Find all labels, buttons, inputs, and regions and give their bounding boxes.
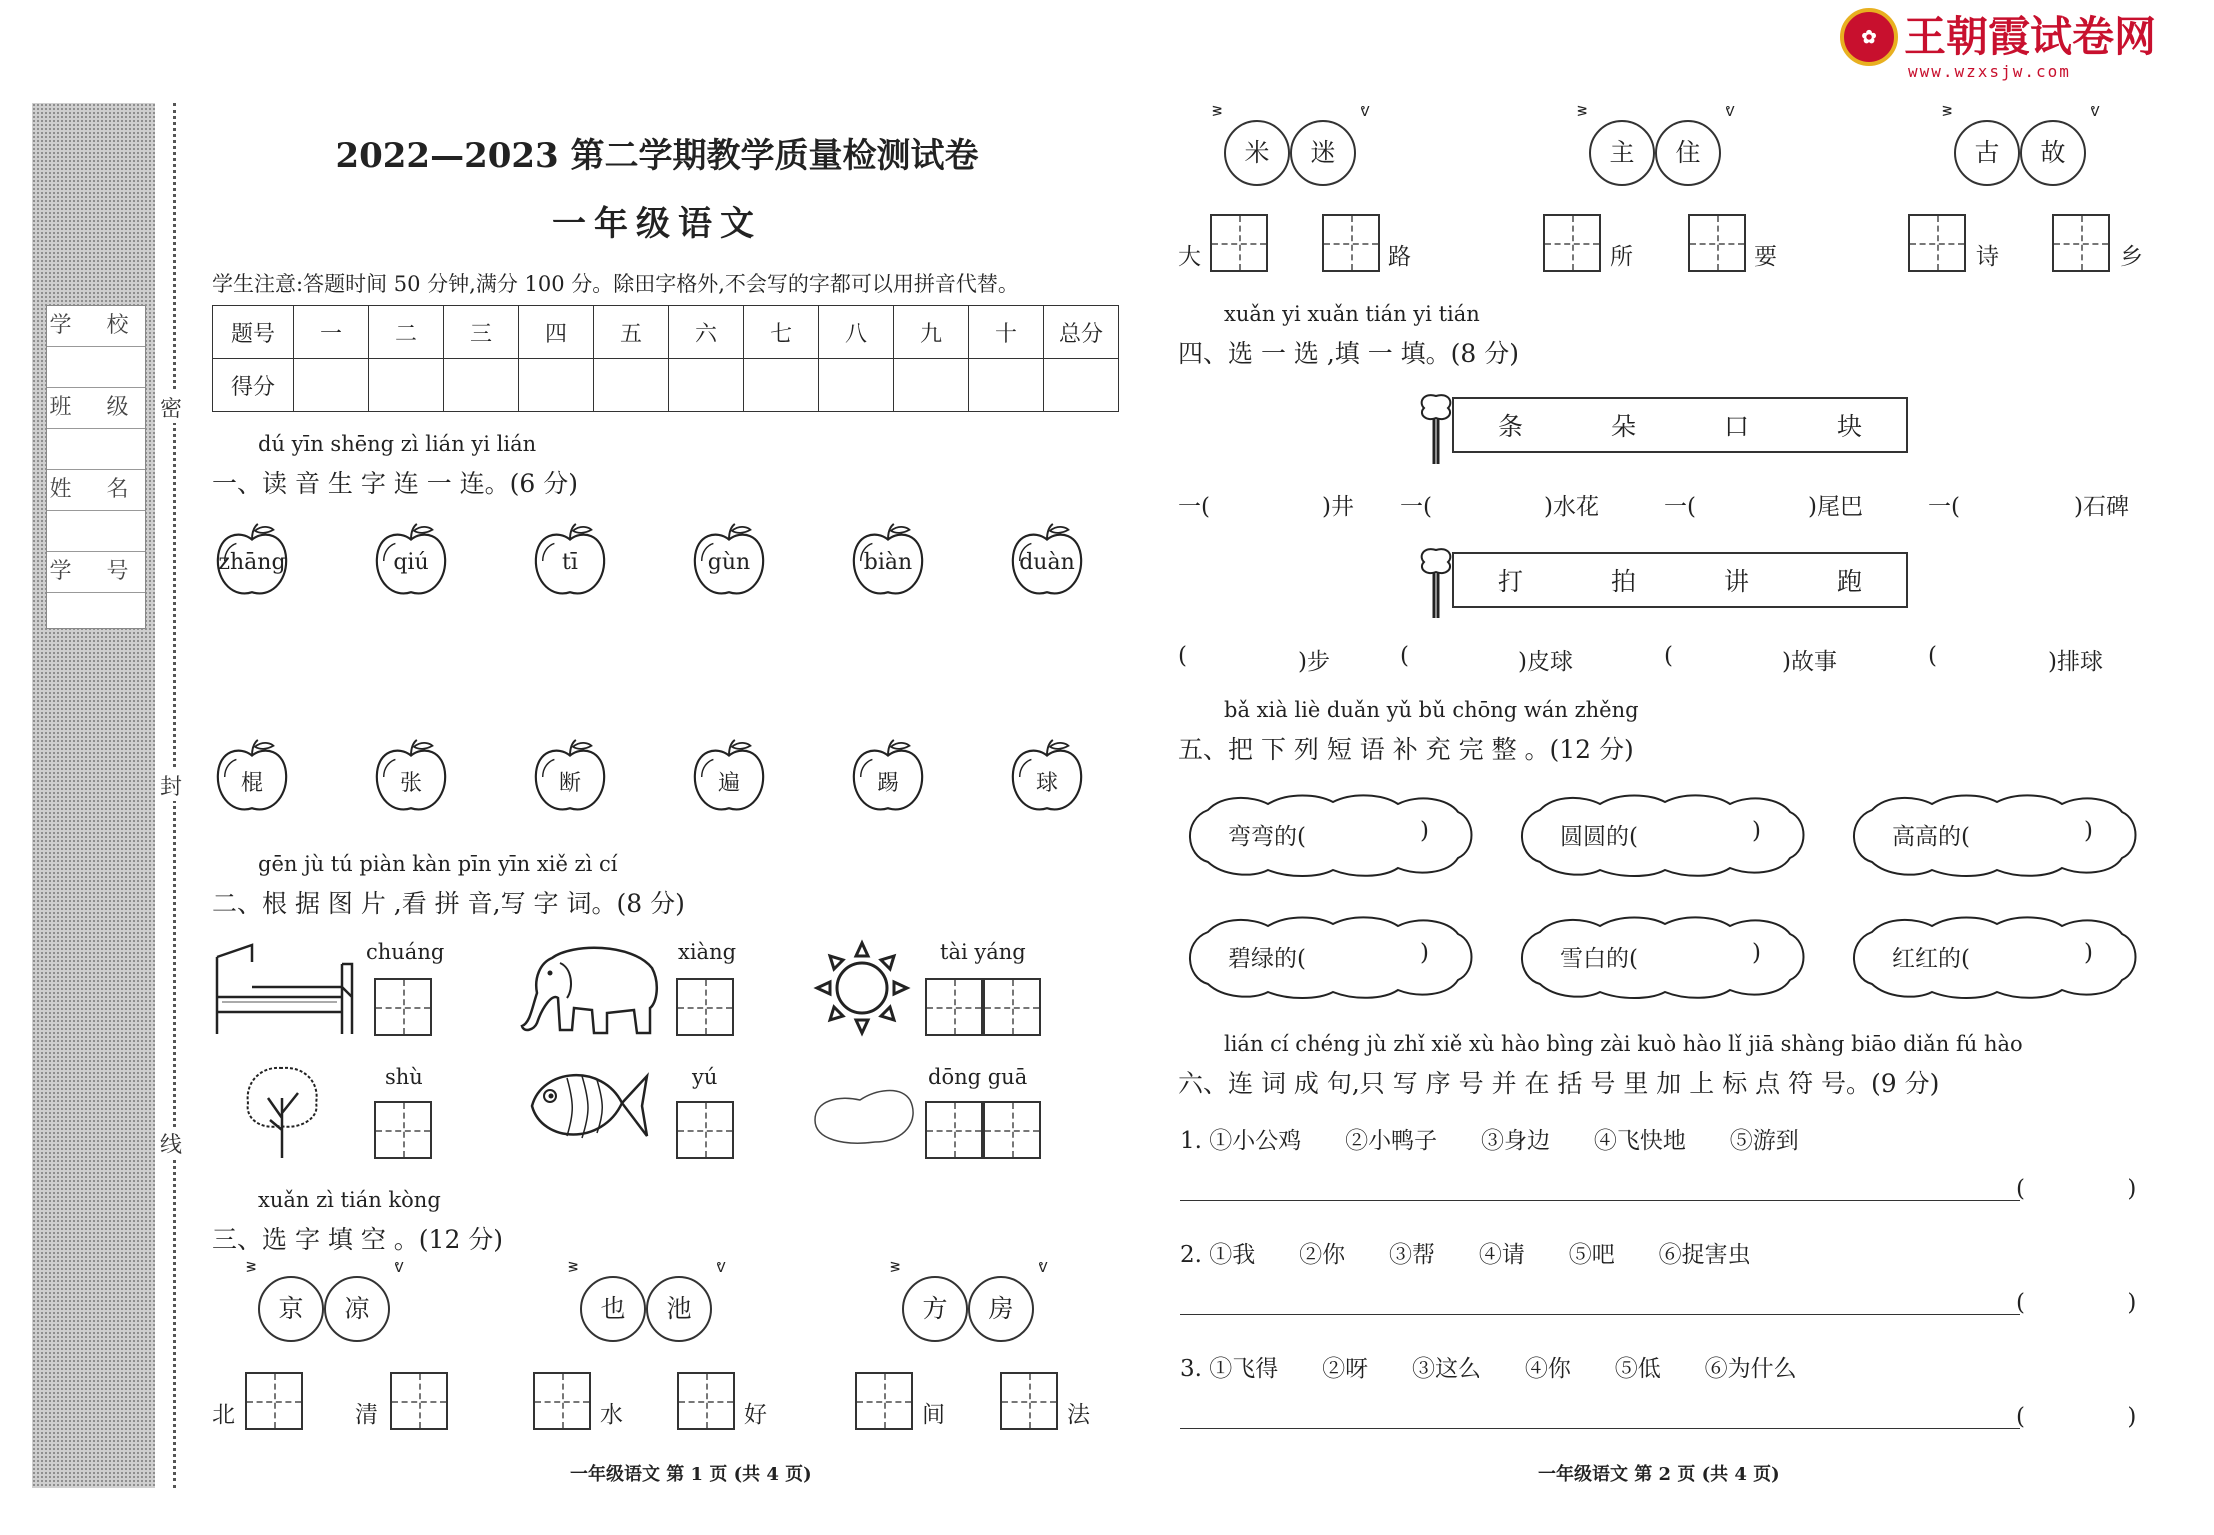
fill-part: )故事 <box>1782 649 1837 675</box>
score-input[interactable] <box>669 359 744 412</box>
antenna-icon: ᕒ <box>568 1260 579 1276</box>
phrase-cloud[interactable] <box>1842 790 2142 880</box>
tianzige-box[interactable] <box>1908 214 1966 272</box>
phrase-close: ) <box>1752 940 1761 966</box>
antenna-icon: ᕒ <box>1577 104 1588 120</box>
antenna-icon: ᕒ <box>1942 104 1953 120</box>
char-option[interactable]: 故 <box>2020 120 2086 186</box>
footer-right: 一年级语文 第 2 页 (共 4 页) <box>1538 1464 1780 1485</box>
tianzige-box[interactable] <box>533 1372 591 1430</box>
site-logo <box>1840 8 2156 81</box>
char-option[interactable]: 房 <box>968 1276 1034 1342</box>
score-cell: 七 <box>744 306 819 359</box>
seal-char-xian: 线 <box>160 1128 182 1159</box>
pinyin-label: duàn <box>1019 550 1075 575</box>
py-xiang: xiàng <box>678 940 737 964</box>
char-option[interactable]: 方 <box>902 1276 968 1342</box>
tianzige-box[interactable] <box>1543 214 1601 272</box>
pinyin-label: biàn <box>863 550 913 575</box>
tianzige-box[interactable] <box>1322 214 1380 272</box>
answer-line-2[interactable] <box>1180 1314 2020 1315</box>
score-cell: 八 <box>819 306 894 359</box>
fill-part: ( <box>1178 643 1187 669</box>
score-input[interactable] <box>819 359 894 412</box>
logo-badge-icon: ✿ <box>1840 8 1898 66</box>
pinyin-label: gùn <box>707 550 751 575</box>
score-input[interactable] <box>369 359 444 412</box>
tianzige-box[interactable] <box>676 978 734 1036</box>
q4-title: 四、选 一 选 ,填 一 填。(8 分) <box>1178 339 1520 368</box>
antenna-icon: ᕒ <box>246 1260 257 1276</box>
py-taiyang: tài yáng <box>940 940 1026 964</box>
wintermelon-icon <box>810 1080 920 1150</box>
blank-word: 所 <box>1610 244 1633 270</box>
word-option[interactable]: 打 <box>1497 567 1523 596</box>
tree-icon <box>240 1058 325 1163</box>
q1-pinyin: dú yīn shēng zì lián yi lián <box>258 432 537 456</box>
apple-pinyin[interactable] <box>372 522 450 600</box>
score-input[interactable] <box>519 359 594 412</box>
pinyin-label: qiú <box>393 550 429 575</box>
sentence-1-words: 1. ①小公鸡 ②小鸭子 ③身边 ④飞快地 ⑤游到 <box>1180 1128 1799 1154</box>
blank-word: 清 <box>355 1402 378 1428</box>
score-cell: 题号 <box>213 306 294 359</box>
fill-part: 一( <box>1178 494 1210 520</box>
blank-word: 法 <box>1067 1402 1090 1428</box>
apple-char[interactable] <box>213 738 291 816</box>
fill-part: 一( <box>1664 494 1696 520</box>
py-yu: yú <box>692 1065 718 1089</box>
word-option[interactable]: 块 <box>1836 412 1862 441</box>
word-choice-box <box>1452 552 1908 608</box>
phrase-cloud[interactable] <box>1178 912 1478 1002</box>
blank-word: 好 <box>744 1402 767 1428</box>
apple-char[interactable] <box>1008 738 1086 816</box>
apple-pinyin[interactable] <box>213 522 291 600</box>
q5-pinyin: bǎ xià liè duǎn yǔ bǔ chōng wán zhěng <box>1224 698 1639 722</box>
field-class: 班 级 <box>47 388 145 429</box>
char-option[interactable]: 也 <box>580 1276 646 1342</box>
blank-word: 路 <box>1388 244 1411 270</box>
tianzige-box[interactable] <box>925 1101 983 1159</box>
phrase-cloud[interactable] <box>1510 912 1810 1002</box>
antenna-icon: ᕓ <box>394 1260 404 1276</box>
tianzige-box[interactable] <box>1688 214 1746 272</box>
char-label: 遍 <box>717 771 740 796</box>
q3-pinyin: xuǎn zì tián kòng <box>258 1188 441 1212</box>
py-shu: shù <box>385 1065 423 1089</box>
answer-line-1[interactable] <box>1180 1200 2020 1201</box>
seal-char-mi: 密 <box>160 392 182 423</box>
apple-pinyin[interactable] <box>1008 522 1086 600</box>
student-info-box <box>46 305 146 629</box>
antenna-icon: ᕓ <box>2090 104 2100 120</box>
logo-url: www.wzxsjw.com <box>1908 62 2071 81</box>
fill-part: )石碑 <box>2074 494 2129 520</box>
phrase-label: 碧绿的( <box>1228 946 1306 972</box>
char-option[interactable]: 主 <box>1589 120 1655 186</box>
char-label: 张 <box>399 771 422 796</box>
score-input[interactable] <box>969 359 1044 412</box>
score-cell: 得分 <box>213 359 294 412</box>
fill-part: )步 <box>1298 649 1330 675</box>
snail-pair <box>1575 104 1755 192</box>
py-chuang: chuáng <box>366 940 445 964</box>
snail-pair <box>888 1260 1068 1348</box>
phrase-close: ) <box>1420 818 1429 844</box>
score-cell: 五 <box>594 306 669 359</box>
blank-word: 水 <box>600 1402 623 1428</box>
tianzige-box[interactable] <box>2052 214 2110 272</box>
field-name-blank[interactable] <box>47 511 145 552</box>
fill-part: )井 <box>1322 494 1354 520</box>
score-input[interactable] <box>444 359 519 412</box>
char-label: 棍 <box>240 771 263 796</box>
fill-part: )水花 <box>1544 494 1599 520</box>
phrase-label: 红红的( <box>1892 946 1970 972</box>
phrase-label: 雪白的( <box>1560 946 1638 972</box>
fill-part: ( <box>1928 643 1937 669</box>
char-option[interactable]: 迷 <box>1290 120 1356 186</box>
fill-part: ( <box>1664 643 1673 669</box>
pinyin-label: zhāng <box>218 550 286 575</box>
phrase-label: 高高的( <box>1892 824 1970 850</box>
score-header-row <box>213 306 1119 359</box>
blank-word: 乡 <box>2120 244 2143 270</box>
q3-title: 三、选 字 填 空 。(12 分) <box>212 1225 504 1254</box>
elephant-icon <box>512 938 662 1038</box>
blank-word: 北 <box>212 1402 235 1428</box>
char-label: 球 <box>1035 771 1058 796</box>
apple-pinyin[interactable] <box>849 522 927 600</box>
apple-pinyin[interactable] <box>690 522 768 600</box>
apple-char[interactable] <box>531 738 609 816</box>
blank-word: 大 <box>1178 244 1201 270</box>
antenna-icon: ᕒ <box>1212 104 1223 120</box>
score-input[interactable] <box>744 359 819 412</box>
phrase-label: 圆圆的( <box>1560 824 1638 850</box>
score-cell: 十 <box>969 306 1044 359</box>
word-option[interactable]: 条 <box>1497 412 1523 441</box>
field-school: 学 校 <box>47 306 145 347</box>
answer-line-3[interactable] <box>1180 1428 2020 1429</box>
q1-title: 一、读 音 生 字 连 一 连。(6 分) <box>212 469 579 498</box>
tianzige-box[interactable] <box>374 1101 432 1159</box>
score-cell: 三 <box>444 306 519 359</box>
q4-pinyin: xuǎn yi xuǎn tián yi tián <box>1224 302 1480 326</box>
field-number: 学 号 <box>47 552 145 593</box>
char-option[interactable]: 古 <box>1954 120 2020 186</box>
phrase-close: ) <box>2084 940 2093 966</box>
answer-paren-2[interactable]: ( ) <box>2016 1290 2137 1316</box>
page-subtitle: 一年级语文 <box>552 204 762 244</box>
word-option[interactable]: 跑 <box>1836 567 1862 596</box>
signpost-icon <box>1416 542 1456 620</box>
fill-part: 一( <box>1400 494 1432 520</box>
answer-paren-3[interactable]: ( ) <box>2016 1404 2137 1430</box>
signpost-icon <box>1416 388 1456 466</box>
phrase-close: ) <box>1420 940 1429 966</box>
tianzige-box[interactable] <box>677 1372 735 1430</box>
score-cell: 二 <box>369 306 444 359</box>
phrase-close: ) <box>1752 818 1761 844</box>
blank-word: 要 <box>1754 244 1777 270</box>
score-table <box>212 305 1119 412</box>
q5-title: 五、把 下 列 短 语 补 充 完 整 。(12 分) <box>1178 735 1634 764</box>
tianzige-box[interactable] <box>1210 214 1268 272</box>
char-option[interactable]: 池 <box>646 1276 712 1342</box>
sentence-3-words: 3. ①飞得 ②呀 ③这么 ④你 ⑤低 ⑥为什么 <box>1180 1356 1797 1382</box>
snail-pair <box>1940 104 2120 192</box>
bed-icon <box>212 942 357 1037</box>
char-option[interactable]: 住 <box>1655 120 1721 186</box>
pinyin-label: tī <box>562 550 578 575</box>
phrase-label: 弯弯的( <box>1228 824 1306 850</box>
word-option[interactable]: 拍 <box>1610 567 1636 596</box>
phrase-cloud[interactable] <box>1842 912 2142 1002</box>
q6-title: 六、连 词 成 句,只 写 序 号 并 在 括 号 里 加 上 标 点 符 号。(9 分) <box>1178 1069 1940 1098</box>
apple-char[interactable] <box>690 738 768 816</box>
tianzige-box[interactable] <box>983 978 1041 1036</box>
char-option[interactable]: 米 <box>1224 120 1290 186</box>
antenna-icon: ᕓ <box>1038 1260 1048 1276</box>
score-cell: 四 <box>519 306 594 359</box>
apple-char[interactable] <box>849 738 927 816</box>
sentence-2-words: 2. ①我 ②你 ③帮 ④请 ⑤吧 ⑥捉害虫 <box>1180 1242 1751 1268</box>
field-school-blank[interactable] <box>47 347 145 388</box>
exam-notice: 学生注意:答题时间 50 分钟,满分 100 分。除田字格外,不会写的字都可以用拼音代替。 <box>212 272 1019 296</box>
blank-word: 诗 <box>1976 244 1999 270</box>
char-option[interactable]: 京 <box>258 1276 324 1342</box>
phrase-close: ) <box>2084 818 2093 844</box>
tianzige-box[interactable] <box>925 978 983 1036</box>
char-label: 踢 <box>876 771 899 796</box>
fish-icon <box>522 1058 652 1153</box>
tianzige-box[interactable] <box>390 1372 448 1430</box>
q2-pinyin: gēn jù tú piàn kàn pīn yīn xiě zì cí <box>258 852 618 876</box>
antenna-icon: ᕓ <box>716 1260 726 1276</box>
word-option[interactable]: 朵 <box>1610 412 1636 441</box>
score-cell: 总分 <box>1044 306 1119 359</box>
page-title: 2022—2023 第二学期教学质量检测试卷 <box>335 136 979 176</box>
snail-pair <box>1210 104 1390 192</box>
tianzige-box[interactable] <box>1000 1372 1058 1430</box>
word-option[interactable]: 口 <box>1723 412 1749 441</box>
answer-paren-1[interactable]: ( ) <box>2016 1176 2137 1202</box>
tianzige-box[interactable] <box>855 1372 913 1430</box>
score-cell: 九 <box>894 306 969 359</box>
tianzige-box[interactable] <box>374 978 432 1036</box>
field-class-blank[interactable] <box>47 429 145 470</box>
snail-pair <box>244 1260 424 1348</box>
field-name: 姓 名 <box>47 470 145 511</box>
score-input[interactable] <box>1044 359 1119 412</box>
phrase-cloud[interactable] <box>1510 790 1810 880</box>
antenna-icon: ᕓ <box>1360 104 1370 120</box>
char-option[interactable]: 凉 <box>324 1276 390 1342</box>
footer-left: 一年级语文 第 1 页 (共 4 页) <box>570 1464 812 1485</box>
fill-part: 一( <box>1928 494 1960 520</box>
q6-pinyin: lián cí chéng jù zhǐ xiě xù hào bìng zài kuò hào lǐ jiā shàng biāo diǎn fú hào <box>1224 1032 2023 1056</box>
snail-pair <box>566 1260 746 1348</box>
fill-part: )皮球 <box>1518 649 1573 675</box>
logo-name: 王朝霞试卷网 <box>1904 12 2157 61</box>
phrase-cloud[interactable] <box>1178 790 1478 880</box>
tianzige-box[interactable] <box>245 1372 303 1430</box>
apple-char[interactable] <box>372 738 450 816</box>
tianzige-box[interactable] <box>983 1101 1041 1159</box>
score-cell: 一 <box>294 306 369 359</box>
tianzige-box[interactable] <box>676 1101 734 1159</box>
score-input[interactable] <box>894 359 969 412</box>
score-cell: 六 <box>669 306 744 359</box>
score-input[interactable] <box>294 359 369 412</box>
score-value-row <box>213 359 1119 412</box>
word-option[interactable]: 讲 <box>1723 567 1749 596</box>
py-donggua: dōng guā <box>928 1065 1028 1089</box>
antenna-icon: ᕓ <box>1725 104 1735 120</box>
field-number-blank[interactable] <box>47 593 145 633</box>
seal-char-feng: 封 <box>160 770 182 801</box>
word-choice-box <box>1452 397 1908 453</box>
antenna-icon: ᕒ <box>890 1260 901 1276</box>
q2-title: 二、根 据 图 片 ,看 拼 音,写 字 词。(8 分) <box>212 889 685 918</box>
sun-icon <box>812 938 912 1038</box>
blank-word: 间 <box>922 1402 945 1428</box>
apple-pinyin[interactable] <box>531 522 609 600</box>
char-label: 断 <box>558 771 581 796</box>
fill-part: )排球 <box>2048 649 2103 675</box>
fill-part: )尾巴 <box>1808 494 1863 520</box>
fill-part: ( <box>1400 643 1409 669</box>
score-input[interactable] <box>594 359 669 412</box>
